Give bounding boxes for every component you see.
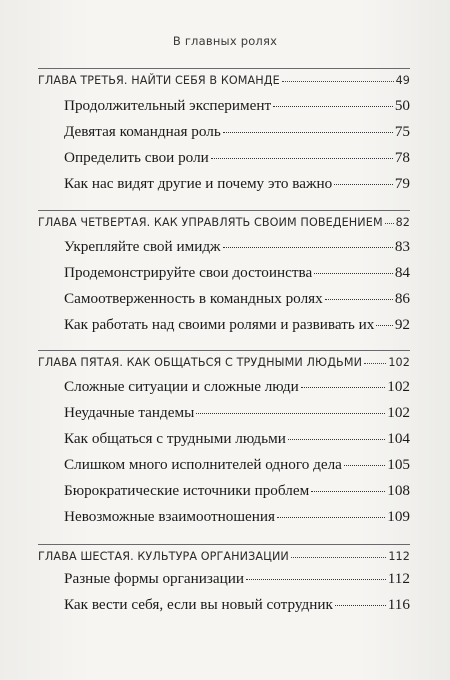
dot-leader [364,363,386,364]
dot-leader [291,557,386,558]
toc-entry[interactable] [64,456,410,478]
entry-page-number: 79 [394,175,410,192]
dot-leader [376,325,392,326]
entry-title: Разные формы организации [64,570,245,587]
entry-title: Девятая командная роль [64,123,221,140]
dot-leader [334,184,393,185]
entry-page-number: 108 [387,482,410,499]
dot-leader [196,413,385,414]
toc-entry[interactable] [64,430,410,452]
dot-leader [288,439,385,440]
entry-title: Сложные ситуации и сложные люди [64,378,299,395]
entry-page-number: 104 [387,430,410,447]
chapter-title: ГЛАВА ПЯТАЯ. КАК ОБЩАТЬСЯ С ТРУДНЫМИ ЛЮДЬМИ [38,356,363,369]
dot-leader [223,132,393,133]
dot-leader [311,491,385,492]
running-head: В главных ролях [172,34,278,48]
dot-leader [301,387,385,388]
entry-title: Бюрократические источники проблем [64,482,310,499]
dot-leader [344,465,385,466]
entry-title: Укрепляйте свой имидж [64,238,221,255]
toc-entry[interactable] [64,149,410,171]
chapter-title: ГЛАВА ЧЕТВЕРТАЯ. КАК УПРАВЛЯТЬ СВОИМ ПОВЕДЕНИЕМ [38,216,383,229]
entry-page-number: 112 [387,570,410,587]
entry-title: Самоотверженность в командных ролях [64,290,323,307]
entry-title: Продемонстрируйте свои достоинства [64,264,313,281]
entry-title: Как общаться с трудными людьми [64,430,286,447]
entry-title: Как вести себя, если вы новый сотрудник [64,596,333,613]
entry-page-number: 78 [394,149,410,166]
toc-entry[interactable] [64,596,410,618]
toc-entry[interactable] [64,175,410,197]
entry-page-number: 109 [387,508,410,525]
toc-entry[interactable] [64,123,410,145]
dot-leader [277,517,385,518]
chapter-divider [38,210,410,211]
dot-leader [335,605,386,606]
dot-leader [211,158,393,159]
entry-page-number: 102 [387,378,410,395]
entry-title: Неудачные тандемы [64,404,195,421]
entry-page-number: 83 [394,238,410,255]
entry-page-number: 102 [387,404,410,421]
toc-entry[interactable] [64,97,410,119]
chapter-heading[interactable] [38,74,410,92]
entry-title: Определить свои роли [64,149,209,166]
chapter-page-number: 112 [388,550,410,563]
toc-entry[interactable] [64,482,410,504]
chapter-heading[interactable] [38,356,410,374]
entry-page-number: 75 [394,123,410,140]
toc-entry[interactable] [64,316,410,338]
toc-entry[interactable] [64,264,410,286]
chapter-heading[interactable] [38,550,410,568]
entry-title: Как нас видят другие и почему это важно [64,175,333,192]
chapter-heading[interactable] [38,216,410,234]
entry-title: Как работать над своими ролями и развивать их [64,316,375,333]
entry-title: Продолжительный эксперимент [64,97,272,114]
entry-page-number: 86 [394,290,410,307]
chapter-title: ГЛАВА ШЕСТАЯ. КУЛЬТУРА ОРГАНИЗАЦИИ [38,550,289,563]
chapter-page-number: 102 [388,356,410,369]
chapter-page-number: 49 [395,74,410,87]
entry-page-number: 105 [387,456,410,473]
entry-title: Невозможные взаимоотношения [64,508,276,525]
toc-entry[interactable] [64,290,410,312]
dot-leader [314,273,393,274]
entry-page-number: 116 [387,596,410,613]
dot-leader [385,223,394,224]
entry-title: Слишком много исполнителей одного дела [64,456,342,473]
dot-leader [223,247,393,248]
chapter-title: ГЛАВА ТРЕТЬЯ. НАЙТИ СЕБЯ В КОМАНДЕ [38,74,280,87]
entry-page-number: 50 [394,97,410,114]
toc-entry[interactable] [64,570,410,592]
dot-leader [273,106,393,107]
chapter-divider [38,68,410,69]
entry-page-number: 84 [394,264,410,281]
toc-entry[interactable] [64,508,410,530]
dot-leader [282,81,394,82]
chapter-page-number: 82 [395,216,410,229]
dot-leader [246,579,386,580]
toc-entry[interactable] [64,404,410,426]
entry-page-number: 92 [394,316,410,333]
dot-leader [325,299,393,300]
chapter-divider [38,350,410,351]
toc-entry[interactable] [64,378,410,400]
toc-entry[interactable] [64,238,410,260]
chapter-divider [38,544,410,545]
